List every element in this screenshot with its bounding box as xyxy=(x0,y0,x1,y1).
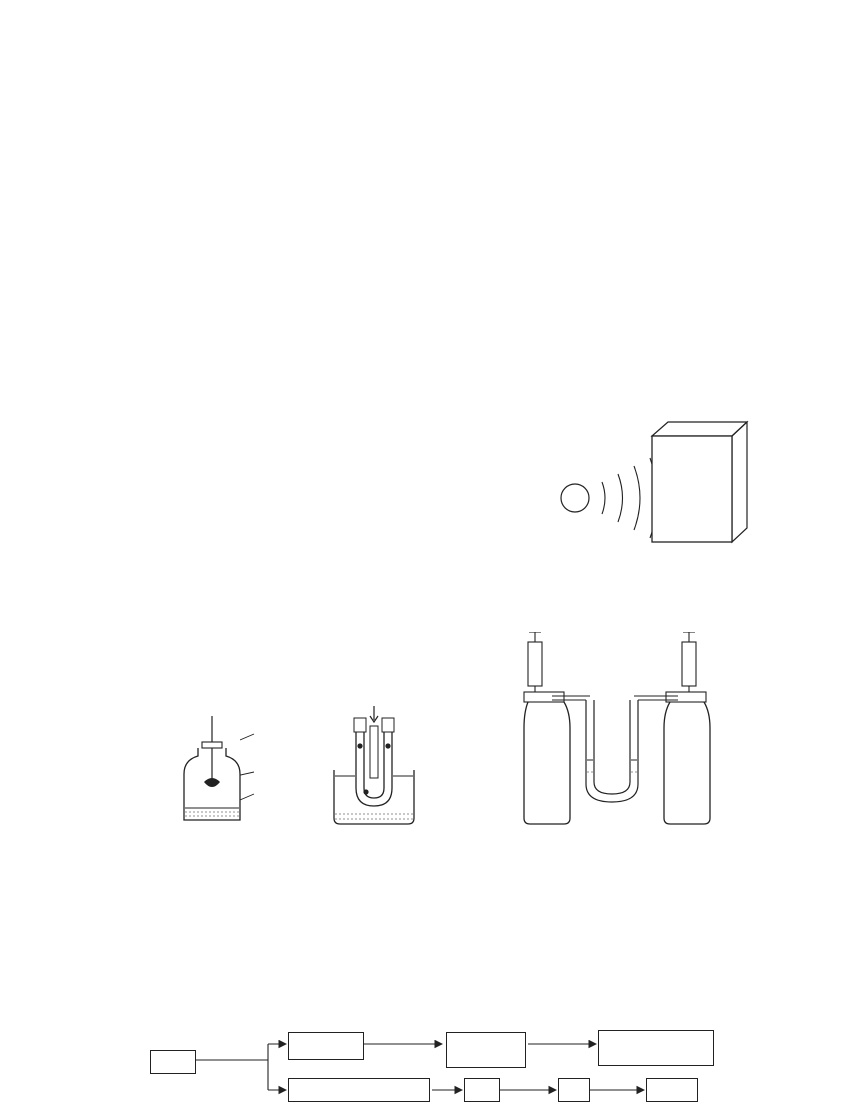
experiment2-u-tube xyxy=(330,700,418,828)
experiment1-gas-jar xyxy=(176,716,248,824)
flow-x xyxy=(558,1078,590,1102)
flow-sulfur-wash xyxy=(288,1078,430,1102)
experiment3-apparatus xyxy=(520,632,716,832)
flow-refined-coal xyxy=(288,1032,364,1060)
flow-water-gas xyxy=(446,1032,526,1068)
periodic-cell-box xyxy=(650,420,750,546)
experiment1-leader-lines xyxy=(240,714,280,830)
flow-raw-coal xyxy=(150,1050,196,1074)
flow-sulfuric-acid xyxy=(646,1078,698,1102)
flow-methanol xyxy=(598,1030,714,1066)
flow-so2 xyxy=(464,1078,500,1102)
